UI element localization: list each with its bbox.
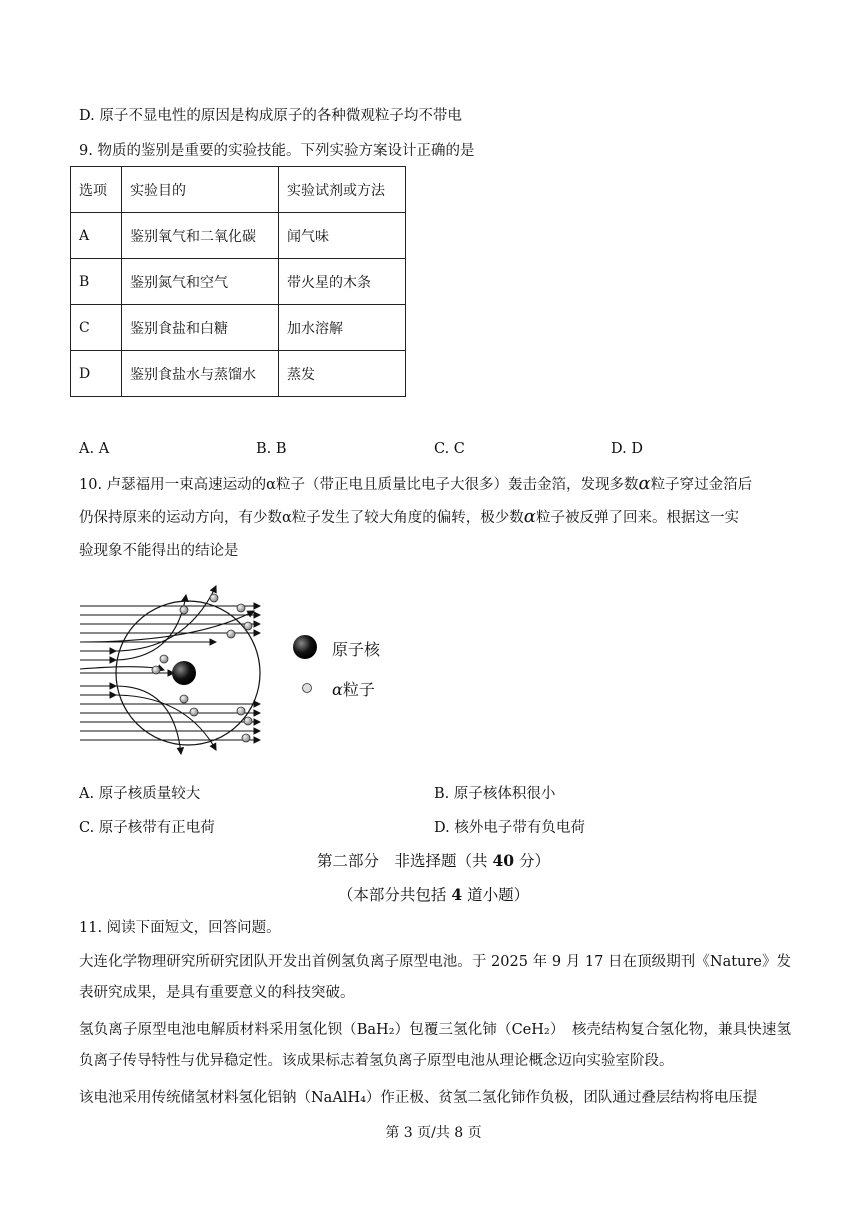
legend-particle-label	[332, 677, 375, 700]
q10-line-3: 验现象不能得出的结论是	[79, 543, 239, 559]
legend-nucleus-label: 原子核	[332, 640, 381, 659]
q9-stem: 9. 物质的鉴别是重要的实验技能。下列实验方案设计正确的是	[79, 143, 475, 159]
q10-line-2-text-b: 粒子被反弹了回来。根据这一实	[535, 510, 739, 526]
part2-subtitle-b: 道小题）	[462, 886, 530, 904]
header-purpose: 实验目的	[122, 167, 279, 213]
cell-method: 闻气味	[279, 213, 406, 259]
part2-title-num: 40	[492, 851, 515, 870]
legend-particle-icon	[301, 682, 313, 694]
q10-choice-b: B. 原子核体积很小	[434, 786, 556, 802]
part2-subtitle	[0, 883, 867, 905]
q10-line-2	[79, 507, 739, 528]
cell-purpose: 鉴别食盐水与蒸馏水	[122, 351, 279, 397]
table-row	[71, 259, 406, 305]
alpha-symbol: α	[523, 506, 536, 527]
q11-paragraph-2: 氢负离子原型电池电解质材料采用氢化钡（BaH₂）包覆三氢化铈（CeH₂） 核壳结构复合氢化物，兼具快速氢负离子传导特性与优异稳定性。该成果标志着氢负离子原型电池从理论概念迈向实验室阶段。	[79, 1022, 791, 1069]
cell-method: 带火星的木条	[279, 259, 406, 305]
cell-option: C	[71, 305, 122, 351]
q10-choice-c: C. 原子核带有正电荷	[79, 820, 215, 836]
alpha-symbol: α	[638, 473, 651, 494]
part2-subtitle-num: 4	[451, 885, 463, 904]
cell-method: 加水溶解	[279, 305, 406, 351]
table-header-row	[71, 167, 406, 213]
table-row	[71, 305, 406, 351]
part2-title-b: 分）	[514, 852, 550, 870]
rutherford-scattering-diagram	[76, 578, 266, 763]
part2-subtitle-a: （本部分共包括	[337, 886, 452, 904]
cell-option: B	[71, 259, 122, 305]
cell-method: 蒸发	[279, 351, 406, 397]
cell-option: A	[71, 213, 122, 259]
part2-title	[0, 849, 867, 871]
table-row	[71, 351, 406, 397]
q10-line-1	[79, 474, 752, 495]
cell-purpose: 鉴别氮气和空气	[122, 259, 279, 305]
header-method: 实验试剂或方法	[279, 167, 406, 213]
q10-line-1-text-b: 粒子穿过金箔后	[650, 477, 753, 493]
q9-choice-c: C. C	[434, 441, 465, 457]
q10-choice-a: A. 原子核质量较大	[79, 786, 201, 802]
part2-title-a: 第二部分 非选择题（共	[317, 852, 493, 870]
q9-choice-a: A. A	[79, 441, 110, 457]
q11-paragraph-3: 该电池采用传统储氢材料氢化铝钠（NaAlH₄）作正极、贫氢二氢化铈作负极，团队通过叠层结构将电压提	[79, 1090, 758, 1106]
page-footer: 第 3 页/共 8 页	[385, 1125, 482, 1141]
legend-nucleus-icon	[292, 634, 318, 660]
q9-choice-b: B. B	[256, 441, 287, 457]
nucleus-icon	[172, 661, 196, 685]
cell-option: D	[71, 351, 122, 397]
q9-choice-d: D. D	[611, 441, 643, 457]
header-option: 选项	[71, 167, 122, 213]
alpha-particle-dots	[152, 594, 252, 742]
table-row	[71, 213, 406, 259]
q10-line-1-text-a: 10. 卢瑟福用一束高速运动的α粒子（带正电且质量比电子大很多）轰击金箔，发现多数	[79, 477, 639, 493]
legend-particle-text: 粒子	[342, 680, 375, 699]
q8-option-d: D. 原子不显电性的原因是构成原子的各种微观粒子均不带电	[79, 108, 462, 124]
cell-purpose: 鉴别氧气和二氧化碳	[122, 213, 279, 259]
legend-alpha-symbol: α	[332, 680, 343, 699]
q10-line-2-text-a: 仍保持原来的运动方向，有少数α粒子发生了较大角度的偏转，极少数	[79, 510, 524, 526]
q11-stem: 11. 阅读下面短文，回答问题。	[79, 920, 281, 936]
q10-choice-d: D. 核外电子带有负电荷	[434, 820, 585, 836]
q9-options-table	[70, 166, 406, 397]
q11-paragraph-1: 大连化学物理研究所研究团队开发出首例氢负离子原型电池。于 2025 年 9 月 17 日在顶级期刊《Nature》发表研究成果，是具有重要意义的科技突破。	[79, 954, 791, 1001]
cell-purpose: 鉴别食盐和白糖	[122, 305, 279, 351]
